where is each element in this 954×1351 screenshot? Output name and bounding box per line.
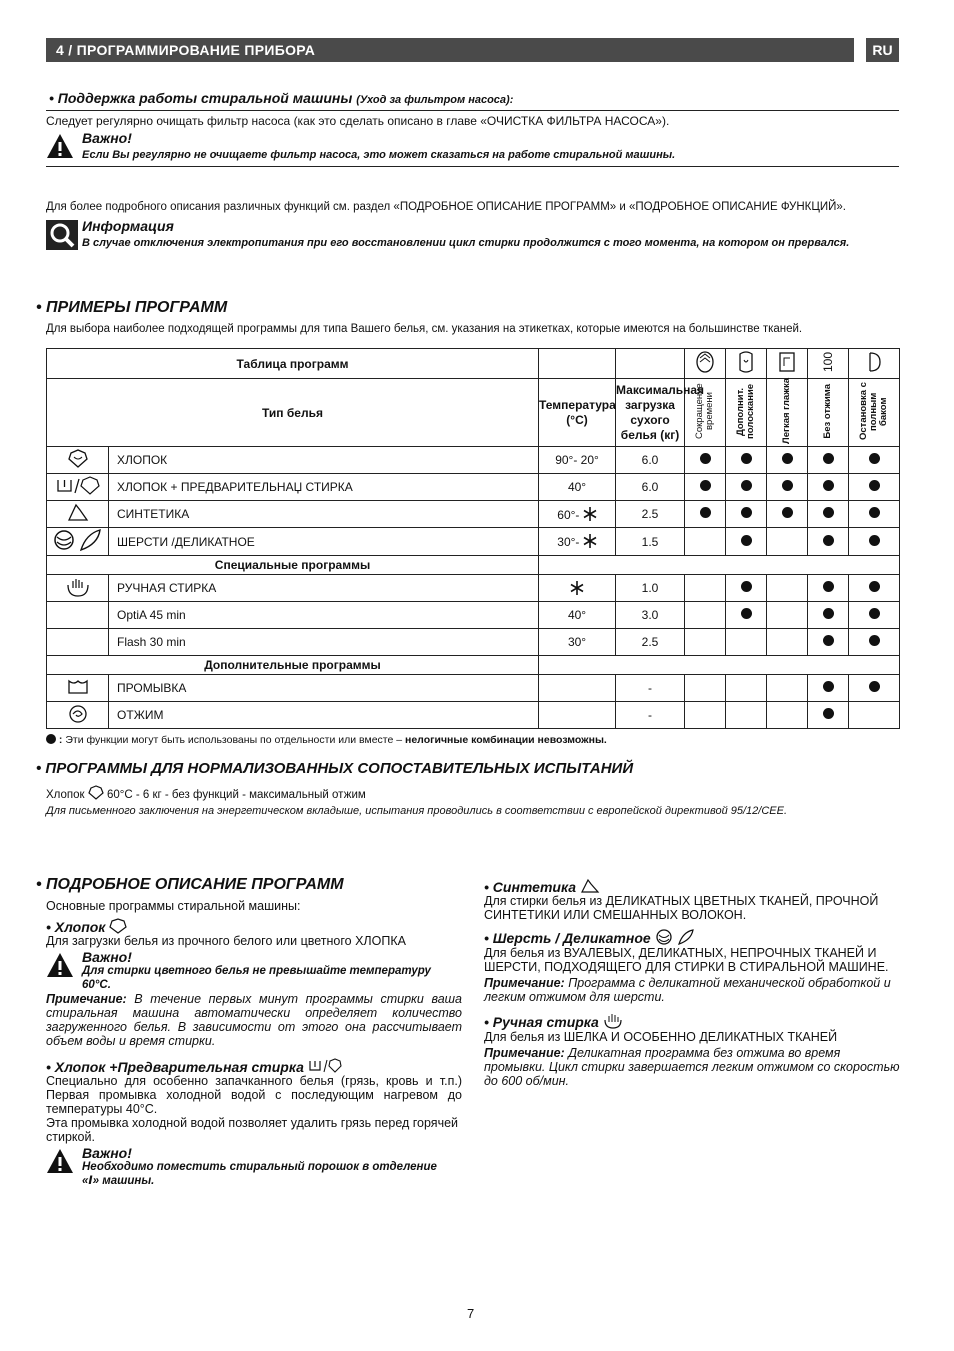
info-intro: Для более подробного описания различных функций см. раздел «ПОДРОБНОЕ ОПИСАНИЕ ПРОГРАММ» и «ПОДРОБНОЕ ОПИСАНИЕ ФУНКЦИЙ».	[46, 201, 846, 213]
section-header: 4 / ПРОГРАММИРОВАНИЕ ПРИБОРА	[46, 38, 854, 62]
function-availability	[685, 474, 726, 501]
handwash-note: Примечание: Деликатная программа без отжима во время промывки. Цикл стирки завершается легким отжимом со скоростью до 600 об/мин.	[484, 1046, 900, 1088]
handwash-text: Для белья из ШЕЛКА И ОСОБЕННО ДЕЛИКАТНЫХ ТКАНЕЙ	[484, 1030, 838, 1044]
program-load: 2.5	[616, 501, 685, 528]
cotton-heading: • Хлопок	[46, 918, 462, 934]
norm-heading: • ПРОГРАММЫ ДЛЯ НОРМАЛИЗОВАННЫХ СОПОСТАВИТЕЛЬНЫХ ИСПЫТАНИЙ	[36, 760, 634, 777]
program-load: 1.0	[616, 575, 685, 602]
synthetic-icon	[580, 878, 600, 894]
details-heading: • ПОДРОБНОЕ ОПИСАНИЕ ПРОГРАММ	[36, 876, 344, 893]
examples-heading: • ПРИМЕРЫ ПРОГРАММ	[36, 299, 228, 316]
prewash-important-label: Важно!	[82, 1145, 132, 1161]
available-dot-icon	[869, 535, 880, 546]
program-name: ПРОМЫВКА	[109, 675, 539, 702]
extra-rinse-icon	[736, 350, 756, 374]
program-name: ОТЖИМ	[109, 702, 539, 729]
cold-snowflake-icon	[570, 581, 584, 595]
available-dot-icon	[700, 453, 711, 464]
page-number: 7	[467, 1306, 475, 1321]
table-row	[47, 602, 900, 629]
function-availability	[726, 629, 767, 656]
synthetic-text: Для стирки белья из ДЕЛИКАТНЫХ ЦВЕТНЫХ ТКАНЕЙ, ПРОЧНОЙ СИНТЕТИКИ ИЛИ СМЕШАННЫХ ВОЛОКОН.	[484, 894, 879, 922]
wool-note: Примечание: Программа с деликатной механической обработкой и легким отжимом для шерсти.	[484, 976, 891, 1004]
function-availability	[849, 447, 900, 474]
function-availability	[808, 528, 849, 556]
bullet-dot-icon	[46, 734, 56, 744]
function-availability	[849, 629, 900, 656]
prewash-important-text2: «Ⅰ» машины.	[82, 1175, 155, 1187]
func-header: Сокращение времени	[694, 383, 716, 439]
function-availability	[767, 474, 808, 501]
details-right-column	[484, 878, 900, 1088]
available-dot-icon	[700, 480, 711, 491]
available-dot-icon	[823, 453, 834, 464]
available-dot-icon	[700, 507, 711, 518]
icon-cell	[47, 629, 109, 656]
program-table	[46, 348, 900, 729]
cotton-icon	[88, 785, 104, 800]
function-availability	[685, 675, 726, 702]
function-availability	[767, 702, 808, 729]
function-availability	[808, 629, 849, 656]
available-dot-icon	[782, 480, 793, 491]
available-dot-icon	[741, 535, 752, 546]
available-dot-icon	[823, 535, 834, 546]
function-availability	[849, 501, 900, 528]
available-dot-icon	[741, 581, 752, 592]
language-badge: RU	[866, 38, 899, 62]
easy-iron-icon	[777, 350, 797, 374]
function-availability	[849, 702, 900, 729]
function-availability	[685, 528, 726, 556]
cotton-important-label: Важно!	[82, 949, 132, 965]
divider	[46, 166, 899, 167]
special-programs-label: Специальные программы	[47, 556, 539, 575]
details-left-column	[46, 899, 462, 1188]
function-availability	[726, 501, 767, 528]
rinse-icon	[47, 675, 109, 702]
important-label: Важно!	[82, 130, 132, 146]
cotton-note: Примечание: В течение первых минут программы стирки ваша стиральная машина автоматически определяет количество загруженного белья. В зависимости от этого она рассчитывает объем воды и время стирки.	[46, 992, 462, 1048]
available-dot-icon	[869, 681, 880, 692]
warning-icon	[46, 952, 74, 978]
program-name: РУЧНАЯ СТИРКА	[109, 575, 539, 602]
program-name: ХЛОПОК + ПРЕДВАРИТЕЛЬНАЏ СТИРКА	[109, 474, 539, 501]
cotton-important-text: Для стирки цветного белья не превышайте температуру 60°C.	[82, 965, 431, 991]
available-dot-icon	[869, 453, 880, 464]
handwash-icon	[603, 1012, 623, 1030]
program-load: 3.0	[616, 602, 685, 629]
prewash-cotton-icon	[308, 1058, 342, 1074]
wool-delicate-icon	[47, 528, 109, 556]
examples-text: Для выбора наиболее подходящей программы для типа Вашего белья, см. указания на этикетках, которые имеются на большинстве тканей.	[46, 323, 803, 335]
program-temperature: 40°	[539, 602, 616, 629]
info-text: В случае отключения электропитания при его восстановлении цикл стирки продолжится с того момента, на котором он прервался.	[82, 237, 850, 249]
prewash-text1: Специально для особенно запачканного белья (грязь, кровь и т.п.) Первая промывка холодной водой с последующим нагревом до температуры 40°C.	[46, 1074, 462, 1116]
function-availability	[767, 447, 808, 474]
function-availability	[726, 528, 767, 556]
function-availability	[767, 575, 808, 602]
table-row	[47, 474, 900, 501]
available-dot-icon	[741, 608, 752, 619]
available-dot-icon	[869, 581, 880, 592]
program-load: -	[616, 702, 685, 729]
available-dot-icon	[869, 635, 880, 646]
spin-icon	[47, 702, 109, 729]
prewash-heading: • Хлопок +Предварительная стирка	[46, 1058, 462, 1074]
prewash-text2: Эта промывка холодной водой позволяет удалить грязь перед горячей стиркой.	[46, 1116, 459, 1144]
table-title: Таблица программ	[47, 349, 539, 379]
norm-line1: Хлопок 60°C - 6 кг - без функций - максимальный отжим	[46, 785, 366, 802]
function-availability	[808, 702, 849, 729]
handwash-heading: • Ручная стирка	[484, 1012, 900, 1030]
available-dot-icon	[823, 608, 834, 619]
function-availability	[726, 575, 767, 602]
function-availability	[685, 575, 726, 602]
table-row	[47, 447, 900, 474]
program-name: СИНТЕТИКА	[109, 501, 539, 528]
divider	[46, 110, 899, 111]
func-header: Без отжима	[822, 383, 834, 439]
program-temperature	[539, 702, 616, 729]
available-dot-icon	[823, 581, 834, 592]
rinse-hold-icon	[864, 350, 884, 374]
program-load: 6.0	[616, 474, 685, 501]
function-availability	[849, 675, 900, 702]
col-temp-header: Температура (°C)	[539, 379, 616, 447]
function-availability	[849, 575, 900, 602]
available-dot-icon	[741, 480, 752, 491]
info-label: Информация	[82, 218, 174, 234]
cotton-text: Для загрузки белья из прочного белого или цветного ХЛОПКА	[46, 934, 406, 948]
function-availability	[726, 474, 767, 501]
no-spin-icon: 100	[821, 351, 836, 373]
function-availability	[685, 447, 726, 474]
details-intro: Основные программы стиральной машины:	[46, 899, 301, 913]
col-load-header: Максимальная загрузка сухого белья (кг)	[616, 379, 685, 447]
func-header: Остановка с полным баком	[858, 382, 890, 440]
function-availability	[726, 447, 767, 474]
important-text: Если Вы регулярно не очищаете фильтр насоса, это может сказаться на работе стиральной машины.	[82, 149, 676, 161]
wool-delicate-icon	[655, 928, 695, 946]
icon-cell	[47, 602, 109, 629]
available-dot-icon	[869, 507, 880, 518]
available-dot-icon	[823, 635, 834, 646]
available-dot-icon	[782, 507, 793, 518]
cold-snowflake-icon	[583, 507, 597, 521]
time-saver-icon	[695, 350, 715, 374]
synthetic-heading: • Синтетика	[484, 878, 900, 894]
available-dot-icon	[741, 507, 752, 518]
function-availability	[849, 602, 900, 629]
wool-heading: • Шерсть / Деликатное	[484, 928, 900, 946]
program-load: 1.5	[616, 528, 685, 556]
function-availability	[808, 675, 849, 702]
function-availability	[808, 602, 849, 629]
function-availability	[685, 602, 726, 629]
synthetic-icon	[47, 501, 109, 528]
program-load: 2.5	[616, 629, 685, 656]
function-availability	[808, 501, 849, 528]
table-row	[47, 528, 900, 556]
function-availability	[767, 602, 808, 629]
function-availability	[849, 474, 900, 501]
available-dot-icon	[741, 453, 752, 464]
extra-programs-label: Дополнительные программы	[47, 656, 539, 675]
available-dot-icon	[823, 507, 834, 518]
cotton-icon	[47, 447, 109, 474]
program-name: Flash 30 min	[109, 629, 539, 656]
available-dot-icon	[823, 480, 834, 491]
function-availability	[685, 501, 726, 528]
program-temperature	[539, 675, 616, 702]
function-availability	[808, 575, 849, 602]
table-row	[47, 501, 900, 528]
program-name: OptiA 45 min	[109, 602, 539, 629]
maintenance-text: Следует регулярно очищать фильтр насоса (как это сделать описано в главе «ОЧИСТКА ФИЛЬТРА НАСОСА»).	[46, 114, 670, 128]
function-availability	[726, 602, 767, 629]
available-dot-icon	[823, 681, 834, 692]
function-availability	[808, 474, 849, 501]
info-magnifier-icon	[46, 220, 78, 250]
cold-snowflake-icon	[583, 534, 597, 548]
prewash-cotton-icon	[47, 474, 109, 501]
program-name: ШЕРСТИ /ДЕЛИКАТНОЕ	[109, 528, 539, 556]
norm-line2: Для письменного заключения на энергетическом вкладыше, испытания проводились в соответствии с европейской директивой 95/12/CEE.	[46, 805, 788, 817]
program-name: ХЛОПОК	[109, 447, 539, 474]
table-row	[47, 629, 900, 656]
wool-text: Для белья из ВУАЛЕВЫХ, ДЕЛИКАТНЫХ, НЕПРОЧНЫХ ТКАНЕЙ И ШЕРСТИ, ПОДХОДЯЩЕГО ДЛЯ СТИРКИ В СТИРАЛЬНОЙ МАШИНЕ.	[484, 946, 889, 974]
program-temperature: 30°	[539, 629, 616, 656]
program-load: -	[616, 675, 685, 702]
function-availability	[726, 702, 767, 729]
function-availability	[685, 702, 726, 729]
program-temperature: 40°	[539, 474, 616, 501]
handwash-icon	[47, 575, 109, 602]
table-row	[47, 675, 900, 702]
program-temperature: 60°-	[539, 501, 616, 528]
func-header: Легкая глажка	[781, 378, 793, 444]
function-availability	[685, 629, 726, 656]
function-availability	[849, 528, 900, 556]
col-type-header: Тип белья	[47, 379, 539, 447]
program-temperature: 90°- 20°	[539, 447, 616, 474]
warning-icon	[46, 133, 74, 159]
maintenance-heading: • Поддержка работы стиральной машины (Уход за фильтром насоса):	[49, 90, 514, 106]
function-availability	[767, 501, 808, 528]
program-temperature	[539, 575, 616, 602]
available-dot-icon	[869, 608, 880, 619]
prewash-important-text: Необходимо поместить стиральный порошок в отделение	[82, 1161, 437, 1173]
available-dot-icon	[869, 480, 880, 491]
function-availability	[767, 675, 808, 702]
func-header: Дополнит. полоскание	[735, 383, 757, 439]
function-availability	[726, 675, 767, 702]
available-dot-icon	[782, 453, 793, 464]
table-footnote: : Эти функции могут быть использованы по отдельности или вместе – нелогичные комбинации невозможны.	[46, 734, 607, 746]
function-availability	[767, 629, 808, 656]
table-row	[47, 575, 900, 602]
cotton-icon	[109, 918, 127, 934]
program-load: 6.0	[616, 447, 685, 474]
function-availability	[808, 447, 849, 474]
program-temperature: 30°-	[539, 528, 616, 556]
warning-icon	[46, 1148, 74, 1174]
function-availability	[767, 528, 808, 556]
available-dot-icon	[823, 708, 834, 719]
table-row	[47, 702, 900, 729]
